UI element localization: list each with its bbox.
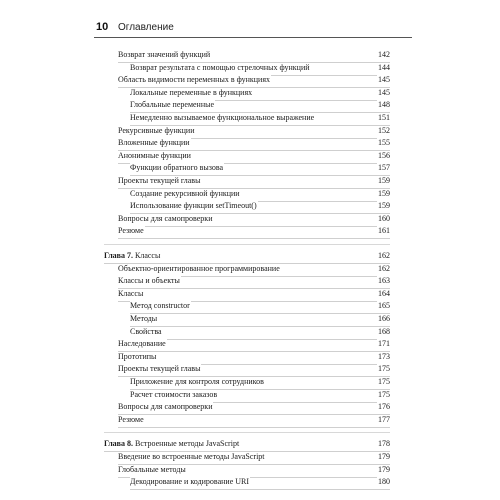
toc-entry	[130, 390, 390, 403]
page-header	[94, 18, 412, 38]
chapter-title: Классы	[135, 251, 161, 260]
toc-entry-title	[104, 439, 240, 449]
toc-entry-title: Прототипы	[118, 351, 157, 361]
toc-entry-title: Проекты текущей главы	[118, 364, 201, 374]
toc-entry-title: Глобальные переменные	[130, 100, 215, 110]
toc-entry	[130, 201, 390, 214]
toc-entry	[130, 88, 390, 101]
toc-entry	[130, 189, 390, 202]
toc-entry	[118, 226, 390, 239]
toc-page-number: 164	[378, 288, 390, 298]
toc-entry-title: Классы и объекты	[118, 276, 180, 286]
toc-entry-title: Введение во встроенные методы JavaScript	[118, 452, 265, 461]
toc-entry	[118, 465, 390, 478]
toc-page-number: 171	[378, 339, 390, 349]
toc-entry	[118, 339, 390, 352]
toc-page-number: 177	[378, 414, 390, 424]
toc-page-number: 180	[378, 477, 390, 487]
toc-entry-title: Функции обратного вызова	[130, 163, 224, 173]
toc-page-number: 145	[378, 75, 390, 85]
toc-entry-title: Немедленно вызываемое функциональное выражение	[130, 113, 315, 122]
toc-page-number: 145	[378, 87, 390, 97]
toc-entry-title: Приложение для контроля сотрудников	[130, 377, 264, 386]
toc-page-number: 161	[378, 226, 390, 236]
toc-entry	[130, 63, 390, 76]
toc-entry	[118, 402, 390, 415]
toc-entry	[118, 151, 390, 164]
chapter-separator	[104, 244, 390, 245]
toc-page-number: 178	[378, 439, 390, 449]
toc-entry-title: Область видимости переменных в функциях	[118, 75, 270, 85]
toc-entry	[130, 377, 390, 390]
toc-page-number: 176	[378, 402, 390, 412]
toc-entry	[118, 289, 390, 302]
toc-page-number: 166	[378, 314, 390, 323]
toc-entry	[130, 100, 390, 113]
toc-page-number: 142	[378, 50, 390, 59]
toc-entry-title: Анонимные функции	[118, 150, 191, 160]
toc-page-number: 155	[378, 138, 390, 148]
toc-entry-title: Проекты текущей главы	[118, 176, 201, 185]
toc-entry-title: Метод constructor	[130, 301, 190, 311]
running-title: Оглавление	[118, 22, 174, 33]
toc-page-number: 175	[378, 389, 390, 399]
toc-page-number: 162	[378, 251, 390, 260]
toc-chapter-entry	[104, 439, 390, 452]
toc-entry	[118, 264, 390, 277]
toc-entry	[118, 126, 390, 139]
toc-page-number: 159	[378, 188, 390, 198]
toc-page-number: 148	[378, 100, 390, 110]
toc-entry-title: Рекурсивные функции	[118, 125, 195, 135]
toc-page-number: 175	[378, 377, 390, 386]
toc-entry	[130, 113, 390, 126]
chapter-separator	[104, 432, 390, 433]
toc-entry	[130, 314, 390, 327]
toc-entry	[118, 364, 390, 377]
toc-page-number: 160	[378, 213, 390, 223]
toc-entry	[118, 276, 390, 289]
toc-page-number: 163	[378, 276, 390, 286]
toc-page-number: 159	[378, 176, 390, 185]
toc-entry-title: Локальные переменные в функциях	[130, 87, 253, 97]
toc-entry	[118, 176, 390, 189]
chapter-title: Встроенные методы JavaScript	[135, 439, 240, 449]
chapter-number: Глава 7.	[104, 251, 133, 260]
toc-page-number: 179	[378, 464, 390, 474]
toc-page-number: 179	[378, 452, 390, 461]
toc-page-number: 152	[378, 125, 390, 135]
toc-page-number: 175	[378, 364, 390, 374]
toc-entry-title: Глобальные методы	[118, 464, 186, 474]
toc-page-number: 165	[378, 301, 390, 311]
toc-entry-title: Декодирование и кодирование URI	[130, 477, 250, 487]
toc-page-number: 173	[378, 351, 390, 361]
toc-entry	[118, 452, 390, 465]
toc-entry-title: Вопросы для самопроверки	[118, 402, 213, 412]
toc-page-number: 151	[378, 113, 390, 122]
toc-page-number: 157	[378, 163, 390, 173]
toc-entry	[118, 50, 390, 63]
toc-page-number: 168	[378, 326, 390, 336]
toc-entry-title: Объектно-ориентированное программирование	[118, 263, 280, 273]
toc-entry	[130, 301, 390, 314]
toc-entry	[130, 163, 390, 176]
toc-entry-title: Возврат результата с помощью стрелочных функций	[130, 62, 310, 72]
toc-entry	[118, 75, 390, 88]
toc-entry-title: Классы	[118, 288, 144, 298]
toc-page-number: 144	[378, 62, 390, 72]
toc-entry	[118, 415, 390, 428]
toc-page-number: 159	[378, 201, 390, 211]
chapter-number: Глава 8.	[104, 439, 133, 449]
toc-entry-title: Методы	[130, 314, 158, 323]
toc-entry-title: Использование функции setTimeout()	[130, 201, 257, 211]
toc-entry	[118, 214, 390, 227]
page-number: 10	[96, 21, 109, 33]
toc-entry-title: Вложенные функции	[118, 138, 190, 148]
toc-entry-title: Свойства	[130, 326, 162, 336]
toc-entry	[118, 352, 390, 365]
toc-entry-title: Резюме	[118, 414, 144, 424]
toc-chapter-entry	[104, 251, 390, 264]
toc-entry-title: Расчет стоимости заказов	[130, 389, 218, 399]
toc-entry	[118, 138, 390, 151]
toc-entry	[130, 327, 390, 340]
toc-entry-title: Резюме	[118, 226, 144, 236]
toc-page-number: 162	[378, 263, 390, 273]
toc-entry-title: Наследование	[118, 339, 166, 349]
toc-entry-title	[104, 251, 161, 261]
toc-page-number: 156	[378, 150, 390, 160]
toc-entry-title: Создание рекурсивной функции	[130, 188, 240, 198]
toc-entry-title: Вопросы для самопроверки	[118, 213, 213, 223]
toc-entry	[130, 477, 390, 490]
toc-entry-title: Возврат значений функций	[118, 50, 211, 59]
